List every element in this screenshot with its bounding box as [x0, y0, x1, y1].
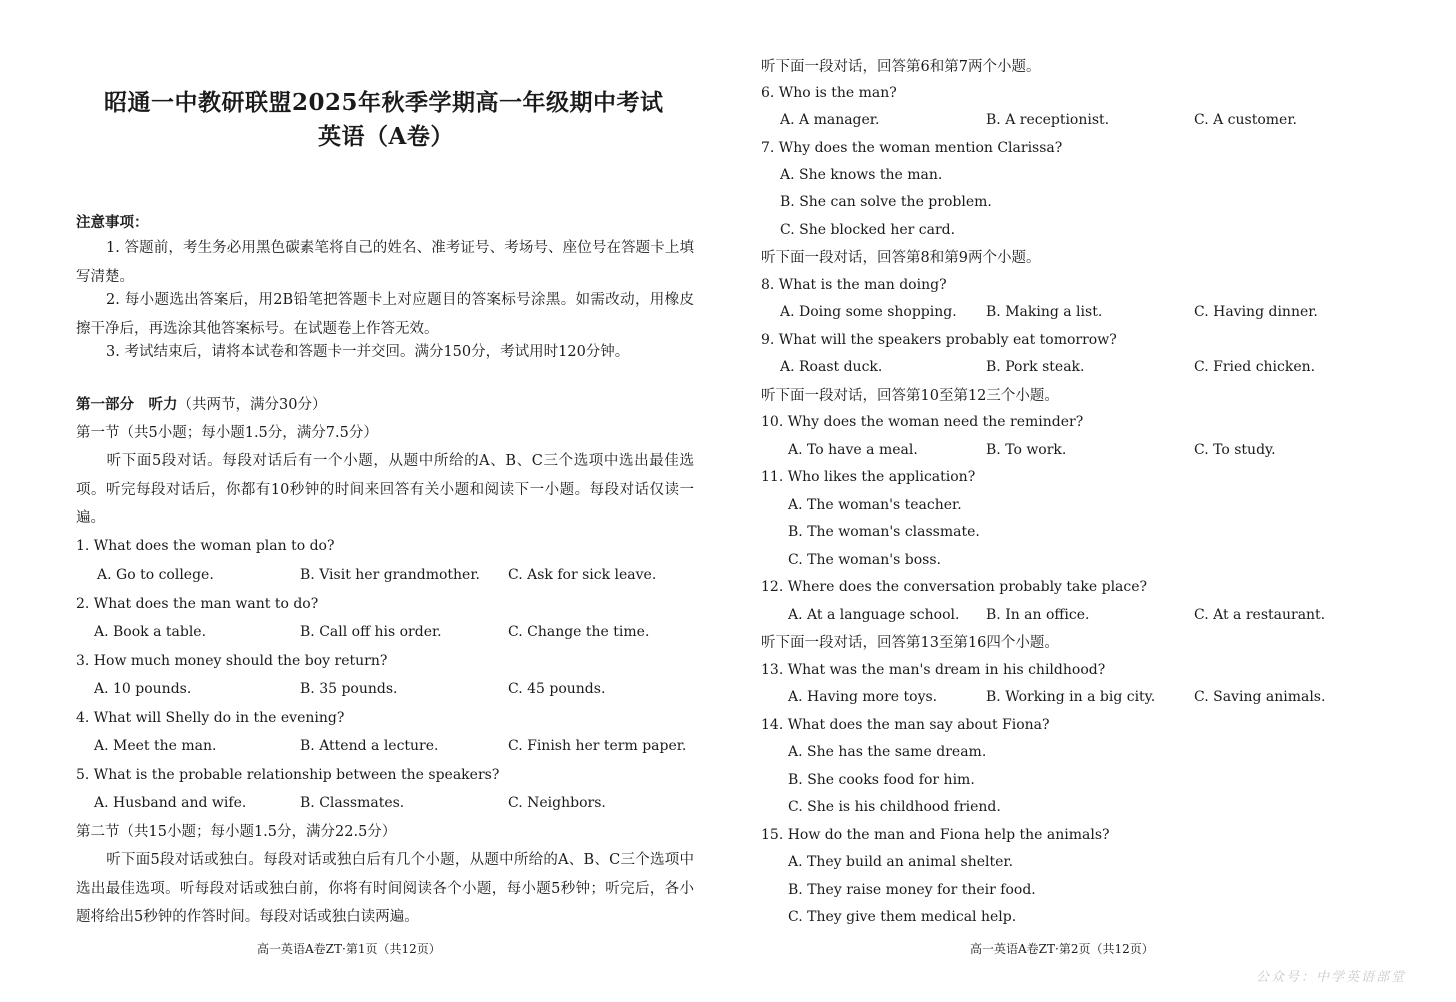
q12-option-b: B. In an office. [986, 607, 1090, 623]
exam-subtitle: 英语（A卷） [318, 123, 454, 150]
q9-option-a: A. Roast duck. [780, 359, 883, 375]
q7-option-a: A. She knows the man. [780, 167, 943, 183]
q10-option-b: B. To work. [986, 442, 1067, 458]
notice-2: 2. 每小题选出答案后，用2B铅笔把答题卡上对应题目的答案标号涂黑。如需改动，用橡皮擦干净后，再选涂其他答案标号。在试题卷上作答无效。 [76, 292, 694, 337]
q14-option-c: C. She is his childhood friend. [788, 799, 1001, 815]
question-2: 2. What does the man want to do? [76, 596, 319, 612]
group-header-13-16: 听下面一段对话，回答第13至第16四个小题。 [761, 635, 1059, 651]
q13-option-a: A. Having more toys. [788, 689, 938, 705]
question-9: 9. What will the speakers probably eat tomorrow? [761, 332, 1117, 348]
q8-option-a: A. Doing some shopping. [780, 304, 957, 320]
q11-option-c: C. The woman's boss. [788, 552, 941, 568]
question-14: 14. What does the man say about Fiona? [761, 717, 1050, 733]
group-header-8-9: 听下面一段对话，回答第8和第9两个小题。 [761, 250, 1041, 266]
q4-option-c: C. Finish her term paper. [508, 738, 687, 754]
q2-option-c: C. Change the time. [508, 624, 650, 640]
section2-heading: 第二节（共15小题；每小题1.5分，满分22.5分） [76, 824, 397, 840]
q10-option-c: C. To study. [1194, 442, 1276, 458]
group-header-6-7: 听下面一段对话，回答第6和第7两个小题。 [761, 59, 1041, 75]
q1-option-c: C. Ask for sick leave. [508, 567, 657, 583]
q2-option-a: A. Book a table. [94, 624, 207, 640]
question-4: 4. What will Shelly do in the evening? [76, 710, 345, 726]
q6-option-c: C. A customer. [1194, 112, 1297, 128]
q15-option-c: C. They give them medical help. [788, 909, 1017, 925]
q4-option-a: A. Meet the man. [94, 738, 217, 754]
q6-option-a: A. A manager. [780, 112, 880, 128]
q9-option-c: C. Fried chicken. [1194, 359, 1316, 375]
q3-option-c: C. 45 pounds. [508, 681, 606, 697]
q7-option-b: B. She can solve the problem. [780, 194, 992, 210]
q7-option-c: C. She blocked her card. [780, 222, 956, 238]
q15-option-b: B. They raise money for their food. [788, 882, 1036, 898]
part1-heading: 第一部分 听力（共两节，满分30分） [76, 396, 327, 413]
notice-3: 3. 考试结束后，请将本试卷和答题卡一并交回。满分150分，考试用时120分钟。 [106, 344, 630, 360]
group-header-10-12: 听下面一段对话，回答第10至第12三个小题。 [761, 388, 1059, 404]
question-12: 12. Where does the conversation probably take place? [761, 579, 1148, 595]
exam-title: 昭通一中教研联盟2025年秋季学期高一年级期中考试 [104, 89, 664, 116]
question-11: 11. Who likes the application? [761, 469, 976, 485]
q3-option-b: B. 35 pounds. [300, 681, 398, 697]
q11-option-a: A. The woman's teacher. [788, 497, 962, 513]
q15-option-a: A. They build an animal shelter. [788, 854, 1014, 870]
q11-option-b: B. The woman's classmate. [788, 524, 980, 540]
q4-option-b: B. Attend a lecture. [300, 738, 439, 754]
question-15: 15. How do the man and Fiona help the animals? [761, 827, 1110, 843]
section2-instructions: 听下面5段对话或独白。每段对话或独白后有几个小题，从题中所给的A、B、C三个选项中选出最佳选项。听每段对话或独白前，你将有时间阅读各个小题，每小题5秒钟；听完后，各小题将给出5秒钟的作答时间。每段对话或独白读两遍。 [76, 852, 694, 925]
q14-option-b: B. She cooks food for him. [788, 772, 975, 788]
q14-option-a: A. She has the same dream. [788, 744, 987, 760]
question-1: 1. What does the woman plan to do? [76, 538, 335, 554]
question-13: 13. What was the man's dream in his childhood? [761, 662, 1106, 678]
watermark: 公众号：中学英语部堂 [1256, 970, 1407, 985]
q8-option-b: B. Making a list. [986, 304, 1103, 320]
q12-option-a: A. At a language school. [788, 607, 960, 623]
q5-option-b: B. Classmates. [300, 795, 405, 811]
q13-option-b: B. Working in a big city. [986, 689, 1156, 705]
question-6: 6. Who is the man? [761, 85, 897, 101]
page2-footer: 高一英语A卷ZT·第2页（共12页） [970, 942, 1154, 956]
q6-option-b: B. A receptionist. [986, 112, 1110, 128]
question-3: 3. How much money should the boy return? [76, 653, 388, 669]
q13-option-c: C. Saving animals. [1194, 689, 1326, 705]
q2-option-b: B. Call off his order. [300, 624, 442, 640]
notice-heading: 注意事项： [76, 214, 149, 231]
question-8: 8. What is the man doing? [761, 277, 947, 293]
page1-footer: 高一英语A卷ZT·第1页（共12页） [257, 942, 441, 956]
q1-option-a: A. Go to college. [97, 567, 214, 583]
notice-1: 1. 答题前，考生务必用黑色碳素笔将自己的姓名、准考证号、考场号、座位号在答题卡上填写清楚。 [76, 240, 694, 285]
question-7: 7. Why does the woman mention Clarissa? [761, 140, 1063, 156]
q5-option-a: A. Husband and wife. [94, 795, 247, 811]
q9-option-b: B. Pork steak. [986, 359, 1085, 375]
question-5: 5. What is the probable relationship between the speakers? [76, 767, 500, 783]
q8-option-c: C. Having dinner. [1194, 304, 1318, 320]
q1-option-b: B. Visit her grandmother. [300, 567, 480, 583]
q12-option-c: C. At a restaurant. [1194, 607, 1326, 623]
section1-heading: 第一节（共5小题；每小题1.5分，满分7.5分） [76, 425, 378, 441]
q10-option-a: A. To have a meal. [788, 442, 918, 458]
q5-option-c: C. Neighbors. [508, 795, 606, 811]
question-10: 10. Why does the woman need the reminder? [761, 414, 1084, 430]
section1-instructions: 听下面5段对话。每段对话后有一个小题，从题中所给的A、B、C三个选项中选出最佳选项。听完每段对话后，你都有10秒钟的时间来回答有关小题和阅读下一小题。每段对话仅读一遍。 [76, 453, 694, 526]
q3-option-a: A. 10 pounds. [94, 681, 192, 697]
